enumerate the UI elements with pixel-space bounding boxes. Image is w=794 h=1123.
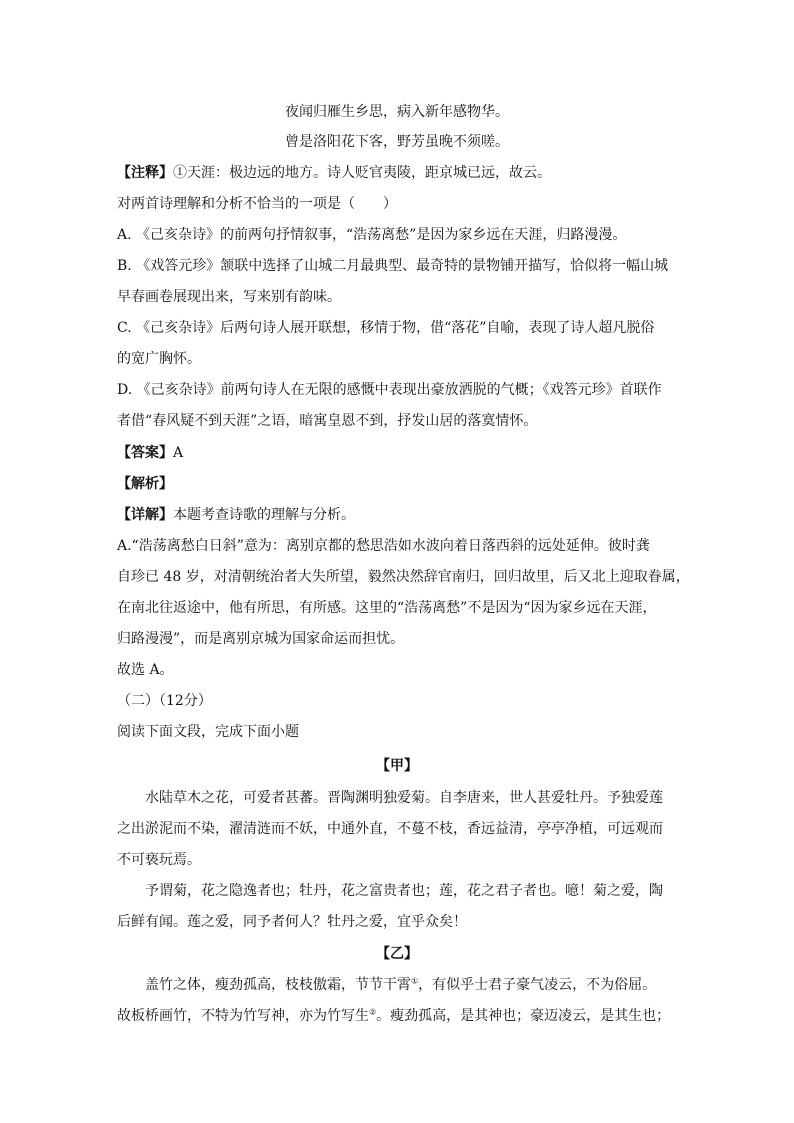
passage-a-p1-line-2: 之出淤泥而不染，濯清涟而不妖，中通外直，不蔓不枝，香远益清，亭亭净植，可远观而 [117,821,663,837]
note [117,163,677,183]
passage-b-line-2-text-a: 故板桥画竹，不特为竹写神，亦为竹写生 [117,1008,369,1024]
analysis-para-1: A.“浩荡离愁白日斜”意为：离别京都的愁思浩如水波向着日落西斜的远处延伸。彼时龚 [117,538,650,554]
poem-line-1: 夜闻归雁生乡思，病入新年感物华。 [285,104,509,120]
analysis-para-4: 归路漫漫”，而是离别京城为国家命运而担忧。 [117,631,405,647]
poem-line-2: 曾是洛阳花下客，野芳虽晚不须嗟。 [285,134,509,150]
passage-b-title: 【乙】 [376,946,418,962]
passage-a-p1-line-3: 不可亵玩焉。 [117,852,201,868]
option-d-line-1: D. 《己亥杂诗》前两句诗人在无限的感慨中表现出豪放洒脱的气概；《戏答元珍》首联作 [117,382,662,398]
answer-label: 【答案】 [117,445,173,461]
option-c-line-1: C. 《己亥杂诗》后两句诗人展开联想，移情于物，借“落花”自喻，表现了诗人超凡脱俗 [117,320,655,336]
analysis-detail [117,505,677,525]
option-c-line-2: 的宽广胸怀。 [117,351,201,367]
answer [117,443,677,463]
passage-a-title: 【甲】 [376,758,418,774]
passage-a-p1-line-1: 水陆草木之花，可爱者甚蕃。晋陶渊明独爱菊。自李唐来，世人甚爱牡丹。予独爱莲 [145,790,663,806]
passage-b-line-2-text-b: 。瘦劲孤高，是其神也；豪迈凌云，是其生也； [376,1008,671,1024]
passage-b-line-1 [145,975,677,995]
passage-a-p2-line-1: 予谓菊，花之隐逸者也；牡丹，花之富贵者也；莲，花之君子者也。噫！菊之爱，陶 [145,883,663,899]
passage-b-line-1-text-a: 盖竹之体，瘦劲孤高，枝枝傲霜，节节干霄 [145,977,411,993]
option-b-line-2: 早春画卷展现出来，写来别有韵味。 [117,289,341,305]
passage-b-line-1-text-b: ，有似乎士君子豪气凌云，不为俗屈。 [418,977,657,993]
answer-value: A [173,445,184,461]
analysis-conclusion: 故选 A。 [117,662,174,678]
option-d-line-2: 者借“春风疑不到天涯”之语，暗寓皇恩不到，抒发山居的落寞情怀。 [117,413,538,429]
option-b-line-1: B. 《戏答元珍》颔联中选择了山城二月最典型、最奇特的景物铺开描写，恰似将一幅山城 [117,258,669,274]
analysis-para-3: 在南北往返途中，他有所思，有所感。这里的“浩荡离愁”不是因为“因为家乡远在天涯， [117,600,657,616]
analysis-para-2: 自珍已 48 岁，对清朝统治者大失所望，毅然决然辞官南归，回归故里，后又北上迎取眷属， [117,569,690,585]
analysis-label: 【解析】 [117,476,173,492]
section-2-instruction: 阅读下面文段，完成下面小题 [117,724,299,740]
footnote-marker-2: ② [369,1007,377,1017]
option-a: A. 《己亥杂诗》的前两句抒情叙事，“浩荡离愁”是因为家乡远在天涯，归路漫漫。 [117,227,627,243]
note-text: ①天涯：极边远的地方。诗人贬官夷陵，距京城已远，故云。 [173,165,551,181]
passage-b-line-2 [117,1006,677,1026]
passage-a-p2-line-2: 后鲜有闻。莲之爱，同予者何人？牡丹之爱，宜乎众矣！ [117,914,467,930]
question-stem: 对两首诗理解和分析不恰当的一项是（ ） [117,196,397,212]
section-2-heading: （二）（12分） [117,693,212,709]
note-label: 【注释】 [117,165,173,181]
footnote-marker-1: ① [411,976,419,986]
detail-label: 【详解】 [117,507,173,523]
detail-text: 本题考查诗歌的理解与分析。 [173,507,355,523]
